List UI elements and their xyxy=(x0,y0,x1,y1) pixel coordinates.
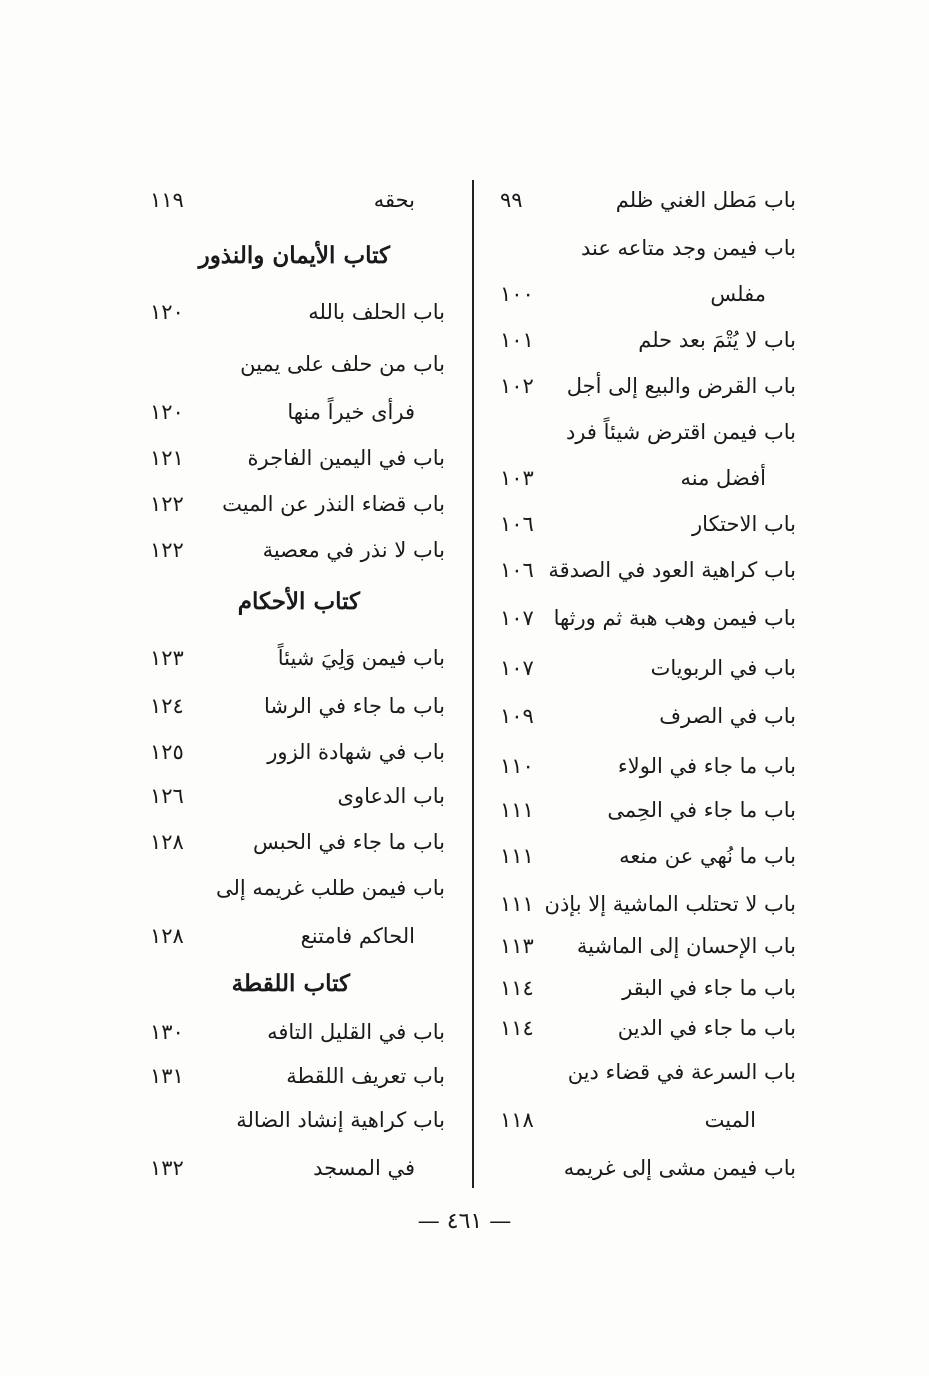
page-number: — ٤٦١ — xyxy=(417,1209,512,1234)
entry-title: باب تعريف اللقطة xyxy=(286,1064,445,1088)
list-item xyxy=(150,1056,445,1096)
entry-title: باب في القليل التافه xyxy=(267,1020,445,1044)
list-item xyxy=(500,968,796,1008)
list-item xyxy=(150,822,445,862)
entry-title: باب الحلف بالله xyxy=(308,300,445,324)
list-item xyxy=(500,458,796,498)
entry-page: ١٢٢ xyxy=(150,538,184,562)
entry-title: باب ما جاء في البقر xyxy=(622,976,796,1000)
entry-title: باب كراهية العود في الصدقة xyxy=(548,558,796,582)
entry-page: ١٠٣ xyxy=(500,466,534,490)
entry-title: باب مَطل الغني ظلم xyxy=(615,188,796,212)
list-item xyxy=(150,438,445,478)
entry-title: بحقه xyxy=(373,188,415,212)
entry-page: ١٠٩ xyxy=(500,704,534,728)
entry-title: باب لا نذر في معصية xyxy=(262,538,445,562)
entry-title: باب من حلف على يمين xyxy=(240,352,445,376)
entry-title: باب فيمن وهب هبة ثم ورثها xyxy=(553,606,796,630)
entry-page: ١٢٢ xyxy=(150,492,184,516)
entry-page: ٩٩ xyxy=(500,188,523,212)
list-item xyxy=(500,320,796,360)
list-item xyxy=(500,1148,796,1188)
entry-title: باب كراهية إنشاد الضالة xyxy=(236,1108,445,1132)
list-item xyxy=(500,648,796,688)
list-item xyxy=(150,1148,445,1188)
entry-page: ١٠٠ xyxy=(500,282,534,306)
entry-title: باب ما جاء في الحِمى xyxy=(607,798,796,822)
entry-page: ١٠٦ xyxy=(500,512,534,536)
entry-title: باب لا يُتْمَ بعد حلم xyxy=(638,328,796,352)
list-item xyxy=(500,366,796,406)
list-item xyxy=(150,868,445,908)
entry-title: باب الدعاوى xyxy=(337,784,445,808)
list-item xyxy=(150,638,445,678)
entry-page: ١٠٢ xyxy=(500,374,534,398)
list-item xyxy=(150,292,445,332)
entry-page: ١١١ xyxy=(500,798,534,822)
entry-title: باب ما جاء في الحبس xyxy=(252,830,445,854)
entry-page: ١١١ xyxy=(500,892,534,916)
entry-page: ١٢٨ xyxy=(150,830,184,854)
entry-title: باب فيمن مشى إلى غريمه xyxy=(563,1156,796,1180)
entry-title: باب الإحسان إلى الماشية xyxy=(576,934,796,958)
section-heading xyxy=(200,964,350,1004)
entry-title: باب فيمن وَلِيَ شيئاً xyxy=(277,646,445,670)
entry-title: باب ما جاء في الدين xyxy=(617,1016,796,1040)
entry-page: ١٠٧ xyxy=(500,656,534,680)
list-item xyxy=(500,274,796,314)
heading-text: كتاب الأحكام xyxy=(237,588,360,615)
list-item xyxy=(500,884,796,924)
entry-title: باب ما جاء في الولاء xyxy=(617,754,796,778)
entry-page: ١٢١ xyxy=(150,446,184,470)
entry-page: ١٢٤ xyxy=(150,694,184,718)
list-item xyxy=(500,790,796,830)
entry-title: باب في اليمين الفاجرة xyxy=(247,446,445,470)
list-item xyxy=(150,776,445,816)
list-item xyxy=(150,1100,445,1140)
entry-title: باب في شهادة الزور xyxy=(267,740,445,764)
entry-title: باب في الصرف xyxy=(659,704,796,728)
entry-page: ١٢٨ xyxy=(150,924,184,948)
entry-page: ١٣١ xyxy=(150,1064,184,1088)
entry-page: ١٢٠ xyxy=(150,400,184,424)
entry-page: ١٢٣ xyxy=(150,646,184,670)
entry-title: باب فيمن اقترض شيئاً فرد xyxy=(565,420,796,444)
entry-page: ١١٨ xyxy=(500,1108,534,1132)
entry-title: باب ما نُهي عن منعه xyxy=(619,844,796,868)
list-item xyxy=(500,926,796,966)
list-item xyxy=(500,1100,796,1140)
entry-title: باب ما جاء في الرشا xyxy=(264,694,445,718)
entry-title: باب فيمن طلب غريمه إلى xyxy=(215,876,445,900)
entry-page: ١١٤ xyxy=(500,1016,534,1040)
entry-page: ١٢٠ xyxy=(150,300,184,324)
list-item xyxy=(150,916,445,956)
entry-title: مفلس xyxy=(710,282,766,306)
section-heading xyxy=(200,582,360,622)
entry-page: ١١٣ xyxy=(500,934,534,958)
list-item xyxy=(500,598,796,638)
list-item xyxy=(150,732,445,772)
entry-title: باب الاحتكار xyxy=(692,512,796,536)
entry-title: باب القرض والبيع إلى أجل xyxy=(566,374,796,398)
entry-page: ١٠٧ xyxy=(500,606,534,630)
entry-page: ١٠٦ xyxy=(500,558,534,582)
list-item xyxy=(150,1012,445,1052)
entry-page: ١٠١ xyxy=(500,328,534,352)
list-item xyxy=(500,1008,796,1048)
list-item xyxy=(150,484,445,524)
entry-title: فرأى خيراً منها xyxy=(287,400,415,424)
list-item xyxy=(150,392,445,432)
list-item xyxy=(500,550,796,590)
entry-page: ١١١ xyxy=(500,844,534,868)
entry-page: ١١٩ xyxy=(150,188,184,212)
list-item xyxy=(500,836,796,876)
entry-page: ١٢٦ xyxy=(150,784,184,808)
column-divider xyxy=(472,180,474,1188)
list-item xyxy=(500,228,796,268)
entry-title: أفضل منه xyxy=(680,466,766,490)
entry-title: باب السرعة في قضاء دين xyxy=(567,1060,796,1084)
entry-page: ١٢٥ xyxy=(150,740,184,764)
list-item xyxy=(500,412,796,452)
list-item xyxy=(150,344,445,384)
entry-title: باب فيمن وجد متاعه عند xyxy=(580,236,796,260)
entry-page: ١١٤ xyxy=(500,976,534,1000)
list-item xyxy=(150,686,445,726)
section-heading xyxy=(190,236,390,276)
entry-title: باب لا تحتلب الماشية إلا بإذن xyxy=(544,892,796,916)
entry-title: في المسجد xyxy=(313,1156,415,1180)
list-item xyxy=(500,504,796,544)
list-item xyxy=(500,1052,796,1092)
list-item xyxy=(150,180,445,220)
entry-page: ١٣٢ xyxy=(150,1156,184,1180)
entry-title: باب في الربويات xyxy=(650,656,796,680)
entry-title: باب قضاء النذر عن الميت xyxy=(222,492,445,516)
entry-page: ١١٠ xyxy=(500,754,534,778)
heading-text: كتاب الأيمان والنذور xyxy=(198,242,390,269)
entry-title: الميت xyxy=(704,1108,756,1132)
entry-title: الحاكم فامتنع xyxy=(300,924,415,948)
list-item xyxy=(500,746,796,786)
list-item xyxy=(150,530,445,570)
list-item xyxy=(500,696,796,736)
heading-text: كتاب اللقطة xyxy=(231,970,350,997)
entry-page: ١٣٠ xyxy=(150,1020,184,1044)
list-item xyxy=(500,180,796,220)
